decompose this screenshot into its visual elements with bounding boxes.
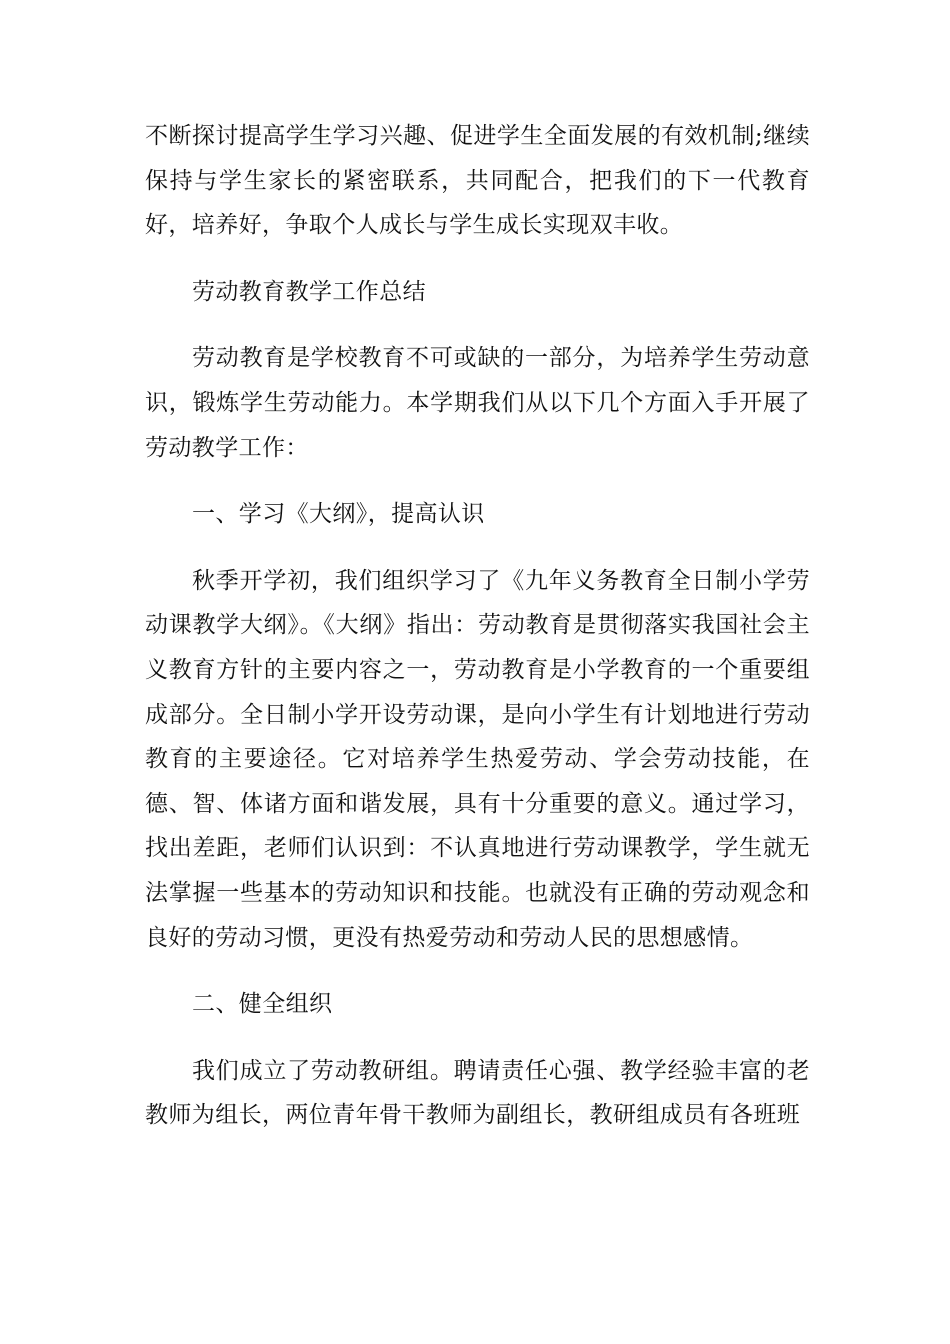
paragraph-intro: 劳动教育是学校教育不可或缺的一部分，为培养学生劳动意识，锻炼学生劳动能力。本学期我们从以下几个方面入手开展了劳动教学工作： [145,345,810,461]
paragraph-section-2: 我们成立了劳动教研组。聘请责任心强、教学经验丰富的老教师为组长，两位青年骨干教师为副组长，教研组成员有各班班 [145,1057,810,1129]
document-title: 劳动教育教学工作总结 [192,278,426,305]
document-page [145,114,810,1160]
paragraph-continuation: 不断探讨提高学生学习兴趣、促进学生全面发展的有效机制;继续保持与学生家长的紧密联系，共同配合，把我们的下一代教育好，培养好，争取个人成长与学生成长实现双丰收。 [145,123,810,239]
section-heading-1: 一、学习《大纲》，提高认识 [192,501,485,528]
paragraph-section-1: 秋季开学初，我们组织学习了《九年义务教育全日制小学劳动课教学大纲》。《大纲》指出：劳动教育是贯彻落实我国社会主义教育方针的主要内容之一，劳动教育是小学教育的一个重要组成部分。全日制小学开设劳动课，是向小学生有计划地进行劳动教育的主要途径。它对培养学生热爱劳动、学会劳动技能，在德、智、体诸方面和谐发展，具有十分重要的意义。通过学习，找出差距，老师们认识到：不认真地进行劳动课教学，学生就无法掌握一些基本的劳动知识和技能。也就没有正确的劳动观念和良好的劳动习惯，更没有热爱劳动和劳动人民的思想感情。 [145,567,810,951]
section-heading-2: 二、健全组织 [192,991,333,1018]
